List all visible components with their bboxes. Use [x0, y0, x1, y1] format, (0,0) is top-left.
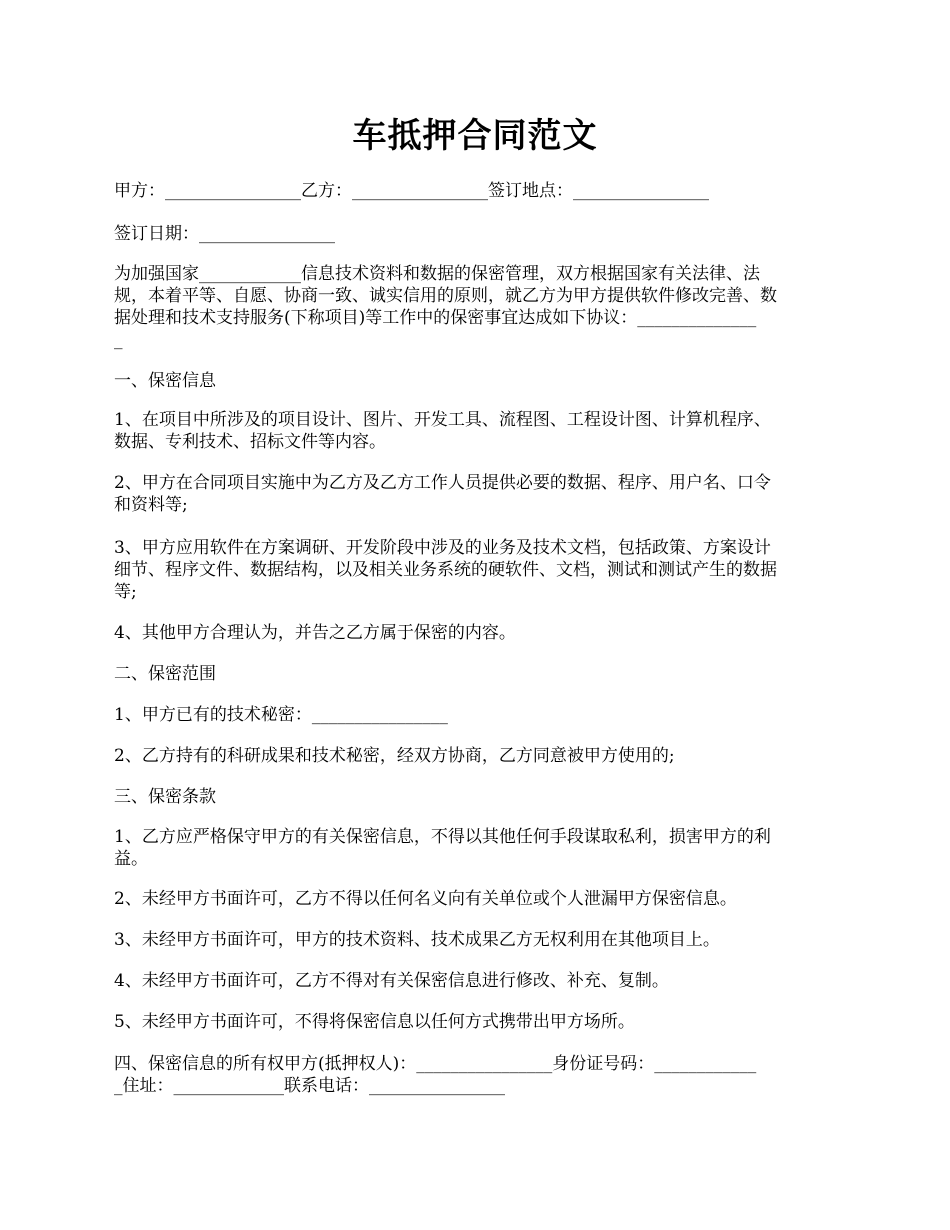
section3-item-5: 5、未经甲方书面许可，不得将保密信息以任何方式携带出甲方场所。: [114, 1012, 635, 1032]
item-line: 1、乙方应严格保守甲方的有关保密信息，不得以其他任何手段谋取私利，损害甲方的利: [114, 827, 771, 847]
preamble-line: 为加强国家____________信息技术资料和数据的保密管理，双方根据国家有关法律、法: [114, 264, 760, 284]
section3-item-4: 4、未经甲方书面许可，乙方不得对有关保密信息进行修改、补充、复制。: [114, 971, 669, 991]
item-line: 四、保密信息的所有权甲方(抵押权人)：________________身份证号码：____________: [114, 1054, 757, 1074]
item-line: 2、甲方在合同项目实施中为乙方及乙方工作人员提供必要的数据、程序、用户名、口令: [114, 473, 771, 493]
section3-item-2: 2、未经甲方书面许可，乙方不得以任何名义向有关单位或个人泄漏甲方保密信息。: [114, 889, 737, 909]
section2-item-1: 1、甲方已有的技术秘密：________________: [114, 705, 448, 725]
item-line: 3、甲方应用软件在方案调研、开发阶段中涉及的业务及技术文档，包括政策、方案设计: [114, 538, 771, 558]
item-line: 和资料等;: [114, 495, 188, 515]
item-line: 1、在项目中所涉及的项目设计、图片、开发工具、流程图、工程设计图、计算机程序、: [114, 410, 771, 430]
section2-item-2: 2、乙方持有的科研成果和技术秘密，经双方协商，乙方同意被甲方使用的;: [114, 746, 675, 766]
item-line: _住址：_____________联系电话：________________: [114, 1076, 505, 1096]
item-line: 数据、专利技术、招标文件等内容。: [114, 432, 386, 452]
preamble-line: 据处理和技术支持服务(下称项目)等工作中的保密事宜达成如下协议：______________: [114, 308, 757, 328]
section3-item-3: 3、未经甲方书面许可，甲方的技术资料、技术成果乙方无权利用在其他项目上。: [114, 930, 720, 950]
section-4-ownership: [114, 1053, 840, 1097]
preamble-line: 规，本着平等、自愿、协商一致、诚实信用的原则，就乙方为甲方提供软件修改完善、数: [114, 286, 777, 306]
item-line: 细节、程序文件、数据结构，以及相关业务系统的硬软件、文档，测试和测试产生的数据: [114, 560, 777, 580]
section1-item-4: 4、其他甲方合理认为，并告之乙方属于保密的内容。: [114, 623, 516, 643]
parties-line: 甲方：________________乙方：________________签订地点：________________: [114, 181, 709, 201]
item-line: 等;: [114, 582, 137, 602]
section3-item-1: [114, 826, 840, 870]
section1-item-2: [114, 472, 840, 516]
preamble-paragraph: [114, 263, 840, 351]
item-line: 益。: [114, 849, 148, 869]
section-heading-terms: 三、保密条款: [114, 787, 216, 807]
section-heading-scope: 二、保密范围: [114, 664, 216, 684]
document-title: 车抵押合同范文: [352, 116, 598, 156]
section-heading-confidential-info: 一、保密信息: [114, 371, 216, 391]
preamble-line: _: [114, 330, 123, 350]
sign-date-line: 签订日期：________________: [114, 224, 335, 244]
section1-item-3: [114, 537, 840, 603]
section1-item-1: [114, 409, 840, 453]
